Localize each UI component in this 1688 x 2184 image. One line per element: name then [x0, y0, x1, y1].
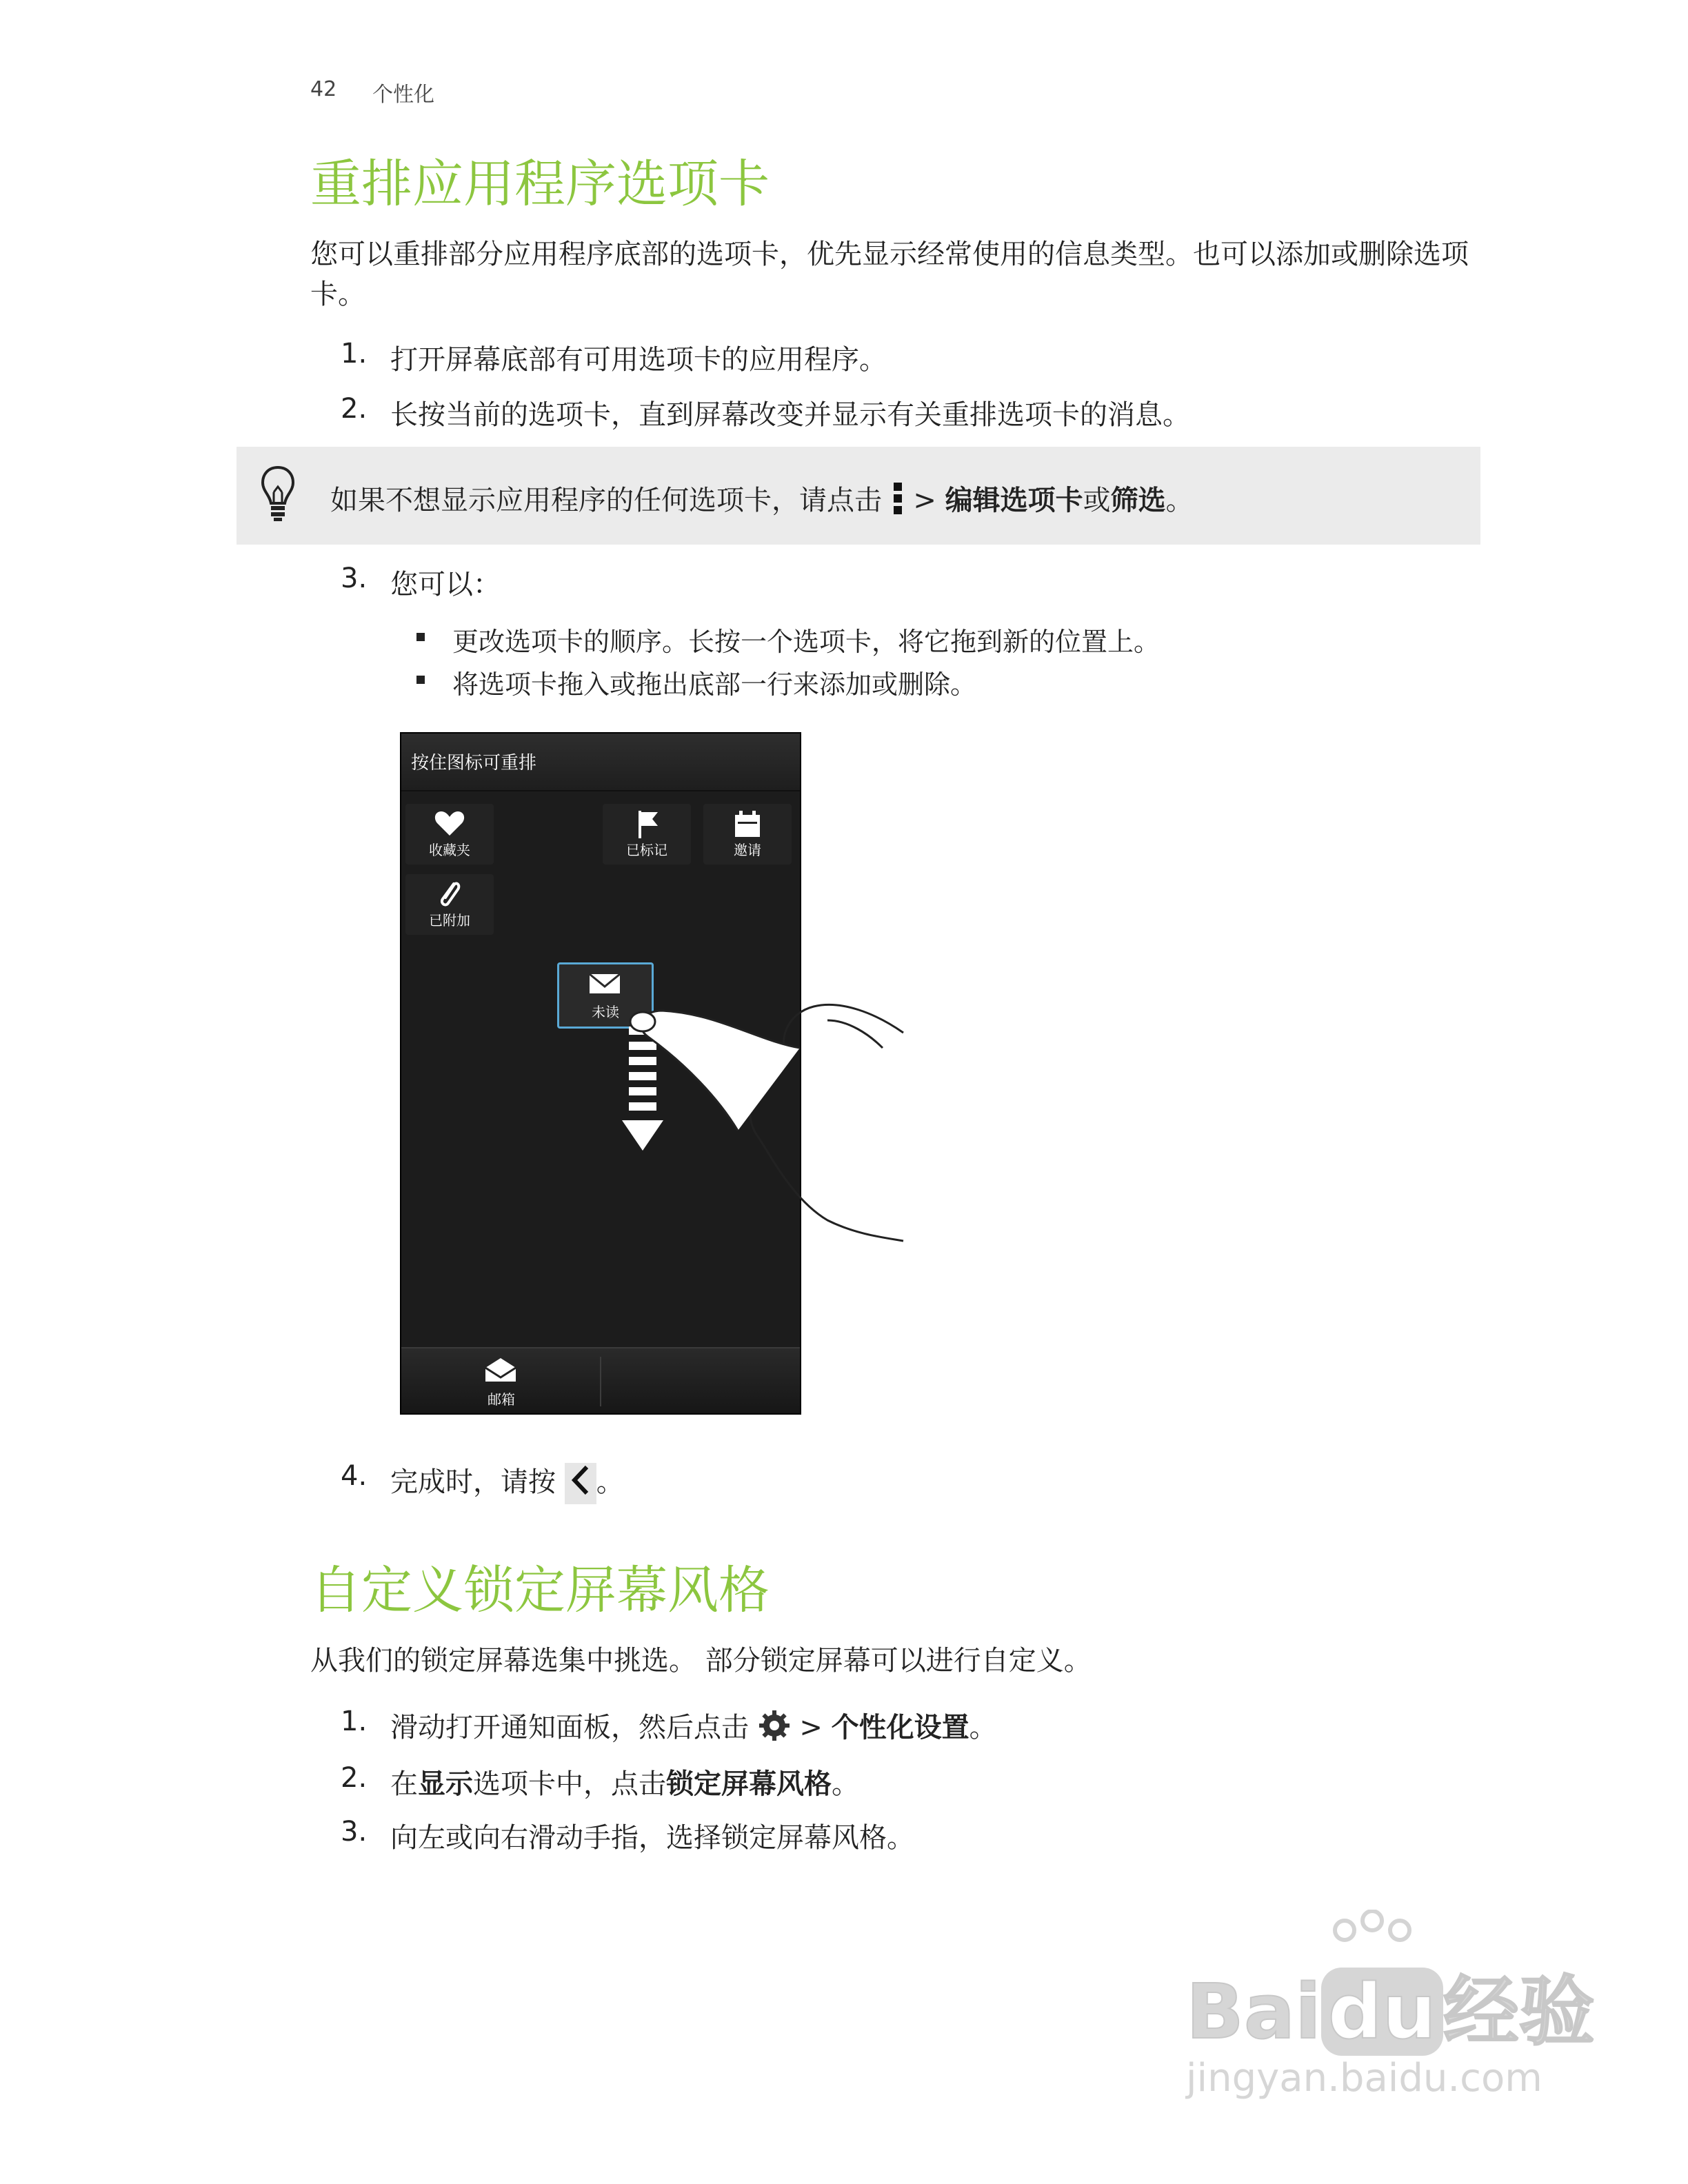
step-2: 2. 长按当前的选项卡，直到屏幕改变并显示有关重排选项卡的消息。	[341, 393, 1190, 431]
tile-attached[interactable]: 已附加	[405, 874, 494, 935]
calendar-icon	[731, 809, 764, 840]
tile-invite[interactable]: 邀请	[703, 804, 792, 865]
tile-unread-dragged[interactable]: 未读	[557, 962, 654, 1029]
phone-title: 按住图标可重排	[411, 753, 537, 774]
lightbulb-icon	[260, 465, 296, 525]
tile-flagged[interactable]: 已标记	[603, 804, 691, 865]
intro-paragraph: 您可以重排部分应用程序底部的选项卡，优先显示经常使用的信息类型。也可以添加或删除选项卡。	[310, 239, 1469, 310]
hand-gesture-illustration	[579, 993, 910, 1268]
step-3: 3. 您可以：	[341, 563, 501, 600]
tip-box	[237, 447, 1480, 545]
bullet-item: 将选项卡拖入或拖出底部一行来添加或删除。	[452, 663, 976, 701]
bullet-item: 更改选项卡的顺序。长按一个选项卡，将它拖到新的位置上。	[452, 620, 1160, 658]
page-number: 42	[310, 77, 337, 101]
more-menu-icon	[891, 481, 905, 523]
phone-title-bar	[401, 734, 800, 791]
section-label: 个性化	[372, 83, 434, 107]
section2-step-3: 3. 向左或向右滑动手指，选择锁定屏幕风格。	[341, 1816, 914, 1854]
phone-bottom-tab-bar	[401, 1347, 800, 1415]
gear-icon	[758, 1709, 791, 1749]
heart-icon	[433, 809, 466, 837]
section-title-lock-screen: 自定义锁定屏幕风格	[310, 1561, 770, 1620]
section-title-reorder-tabs: 重排应用程序选项卡	[310, 154, 770, 214]
tab-divider	[600, 1357, 601, 1406]
open-envelope-icon	[483, 1357, 519, 1384]
bottom-tab-mailbox[interactable]: 邮箱	[401, 1348, 601, 1415]
step-1: 1. 打开屏幕底部有可用选项卡的应用程序。	[341, 338, 887, 376]
watermark-url: jingyan.baidu.com	[1186, 2056, 1543, 2101]
watermark-brand: Baidu经验	[1186, 1968, 1595, 2056]
tile-favorites[interactable]: 收藏夹	[405, 804, 494, 865]
paperclip-icon	[433, 880, 466, 910]
step-4: 4. 完成时，请按 。	[390, 1460, 624, 1504]
section2-step-1: 1. 滑动打开通知面板，然后点击 > 个性化设置。	[390, 1706, 997, 1749]
section2-step-2: 2. 在显示选项卡中，点击锁定屏幕风格。	[341, 1762, 859, 1800]
section2-intro: 从我们的锁定屏幕选集中挑选。 部分锁定屏幕可以进行自定义。	[310, 1645, 1092, 1677]
flag-icon	[630, 809, 663, 840]
tip-text: 如果不想显示应用程序的任何选项卡，请点击 > 编辑选项卡或筛选。	[330, 478, 1194, 523]
back-button-icon	[565, 1463, 596, 1504]
